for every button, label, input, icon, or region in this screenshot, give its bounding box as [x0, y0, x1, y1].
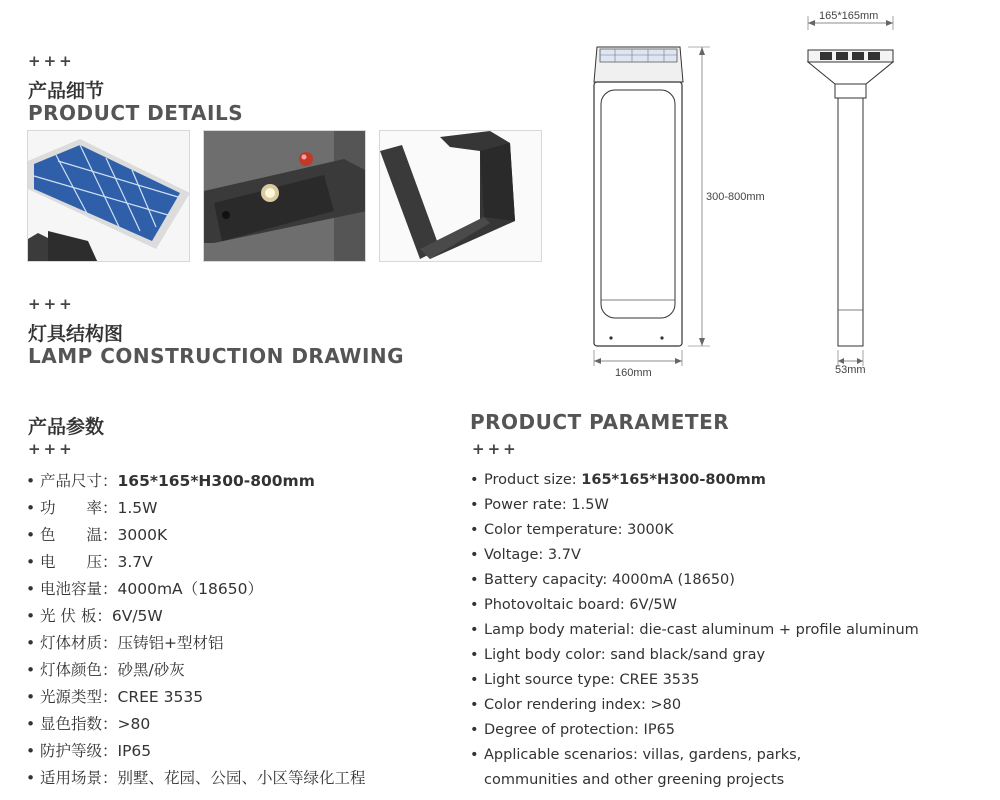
spec-value: 6V/5W	[111, 607, 163, 625]
spec-value: 6V/5W	[629, 597, 677, 613]
spec-item	[26, 630, 366, 657]
spec-item	[470, 718, 919, 743]
spec-label: 适用场景：	[40, 769, 118, 787]
spec-value: IP65	[643, 722, 676, 738]
spec-item	[470, 518, 919, 543]
spec-item	[26, 576, 366, 603]
params-en-title: PRODUCT PARAMETER	[470, 410, 730, 434]
details-title-en: PRODUCT DETAILS	[28, 101, 244, 125]
spec-value: 3000K	[117, 526, 168, 544]
spec-label: 产品尺寸：	[40, 472, 118, 490]
params-en-continuation: communities and other greening projects	[484, 772, 785, 788]
params-en-list	[470, 468, 919, 768]
side-view	[808, 16, 893, 366]
spec-label: Color rendering index:	[484, 697, 651, 713]
spec-label: 电池容量：	[40, 580, 118, 598]
spec-label: 灯体材质：	[40, 634, 118, 652]
spec-value: 1.5W	[571, 497, 609, 513]
spec-label: Voltage:	[484, 547, 548, 563]
spec-item	[26, 684, 366, 711]
spec-value: 砂黑/砂灰	[117, 661, 185, 679]
spec-value: 3.7V	[117, 553, 153, 571]
spec-value: 3.7V	[547, 547, 581, 563]
spec-value: >80	[117, 715, 151, 733]
details-title-cn: 产品细节	[28, 80, 105, 102]
params-cn-title: 产品参数	[28, 416, 105, 438]
spec-item	[470, 493, 919, 518]
spec-label: 光 伏 板：	[40, 607, 112, 625]
spec-item	[26, 657, 366, 684]
spec-value: 4000mA (18650)	[611, 572, 735, 588]
spec-value: sand black/sand gray	[610, 647, 766, 663]
spec-item	[470, 643, 919, 668]
spec-label: 防护等级：	[40, 742, 118, 760]
lamp-frame-photo	[379, 130, 542, 262]
height-dimension-label: 300-800mm	[706, 191, 765, 203]
spec-value: IP65	[117, 742, 152, 760]
spec-item	[26, 468, 366, 495]
spec-label: Power rate:	[484, 497, 572, 513]
spec-label: 光源类型：	[40, 688, 118, 706]
spec-item	[470, 468, 919, 493]
spec-value: >80	[650, 697, 682, 713]
spec-value: 1.5W	[117, 499, 158, 517]
spec-label: Lamp body material:	[484, 622, 640, 638]
spec-label: 色 温：	[40, 526, 118, 544]
spec-item	[26, 495, 366, 522]
front-width-label: 160mm	[615, 367, 652, 379]
params-cn-list	[26, 468, 366, 792]
spec-label: Degree of protection:	[484, 722, 644, 738]
spec-value: 3000K	[627, 522, 674, 538]
spec-label: 功 率：	[40, 499, 118, 517]
top-dimension-label: 165*165mm	[819, 10, 879, 22]
spec-label: Light source type:	[484, 672, 620, 688]
front-view	[594, 47, 710, 366]
spec-label: Photovoltaic board:	[484, 597, 630, 613]
details-plus: +++	[28, 52, 75, 70]
spec-item	[470, 668, 919, 693]
spec-item	[470, 693, 919, 718]
spec-item	[26, 738, 366, 765]
spec-value: CREE 3535	[117, 688, 204, 706]
spec-label: Battery capacity:	[484, 572, 612, 588]
drawing-title-cn: 灯具结构图	[28, 323, 124, 345]
side-width-label: 53mm	[835, 364, 866, 376]
params-en-plus: +++	[472, 440, 519, 458]
spec-label: 显色指数：	[40, 715, 118, 733]
construction-drawing	[560, 0, 1000, 390]
spec-value: 压铸铝+型材铝	[117, 634, 224, 652]
spec-item	[26, 603, 366, 630]
solar-panel-photo	[27, 130, 190, 262]
spec-label: 电 压：	[40, 553, 118, 571]
spec-item	[470, 618, 919, 643]
sensor-photo	[203, 130, 366, 262]
spec-label: Applicable scenarios:	[484, 747, 643, 763]
spec-item	[470, 743, 919, 768]
spec-item	[26, 711, 366, 738]
spec-label: Color temperature:	[484, 522, 628, 538]
spec-value: CREE 3535	[619, 672, 700, 688]
spec-item	[470, 593, 919, 618]
spec-item	[26, 522, 366, 549]
spec-value: villas, gardens, parks,	[642, 747, 802, 763]
spec-value: 别墅、花园、公园、小区等绿化工程	[117, 769, 366, 787]
spec-item	[470, 543, 919, 568]
spec-value: 165*165*H300-800mm	[117, 472, 315, 490]
spec-value: die-cast aluminum + profile aluminum	[639, 622, 919, 638]
spec-label: 灯体颜色：	[40, 661, 118, 679]
spec-value: 165*165*H300-800mm	[581, 472, 766, 488]
spec-item	[26, 765, 366, 792]
drawing-title-en: LAMP CONSTRUCTION DRAWING	[28, 344, 405, 368]
drawing-plus: +++	[28, 295, 75, 313]
spec-label: Product size:	[484, 472, 582, 488]
spec-label: Light body color:	[484, 647, 611, 663]
spec-value: 4000mA（18650）	[117, 580, 263, 598]
spec-item	[26, 549, 366, 576]
spec-item	[470, 568, 919, 593]
params-cn-plus: +++	[28, 440, 75, 458]
